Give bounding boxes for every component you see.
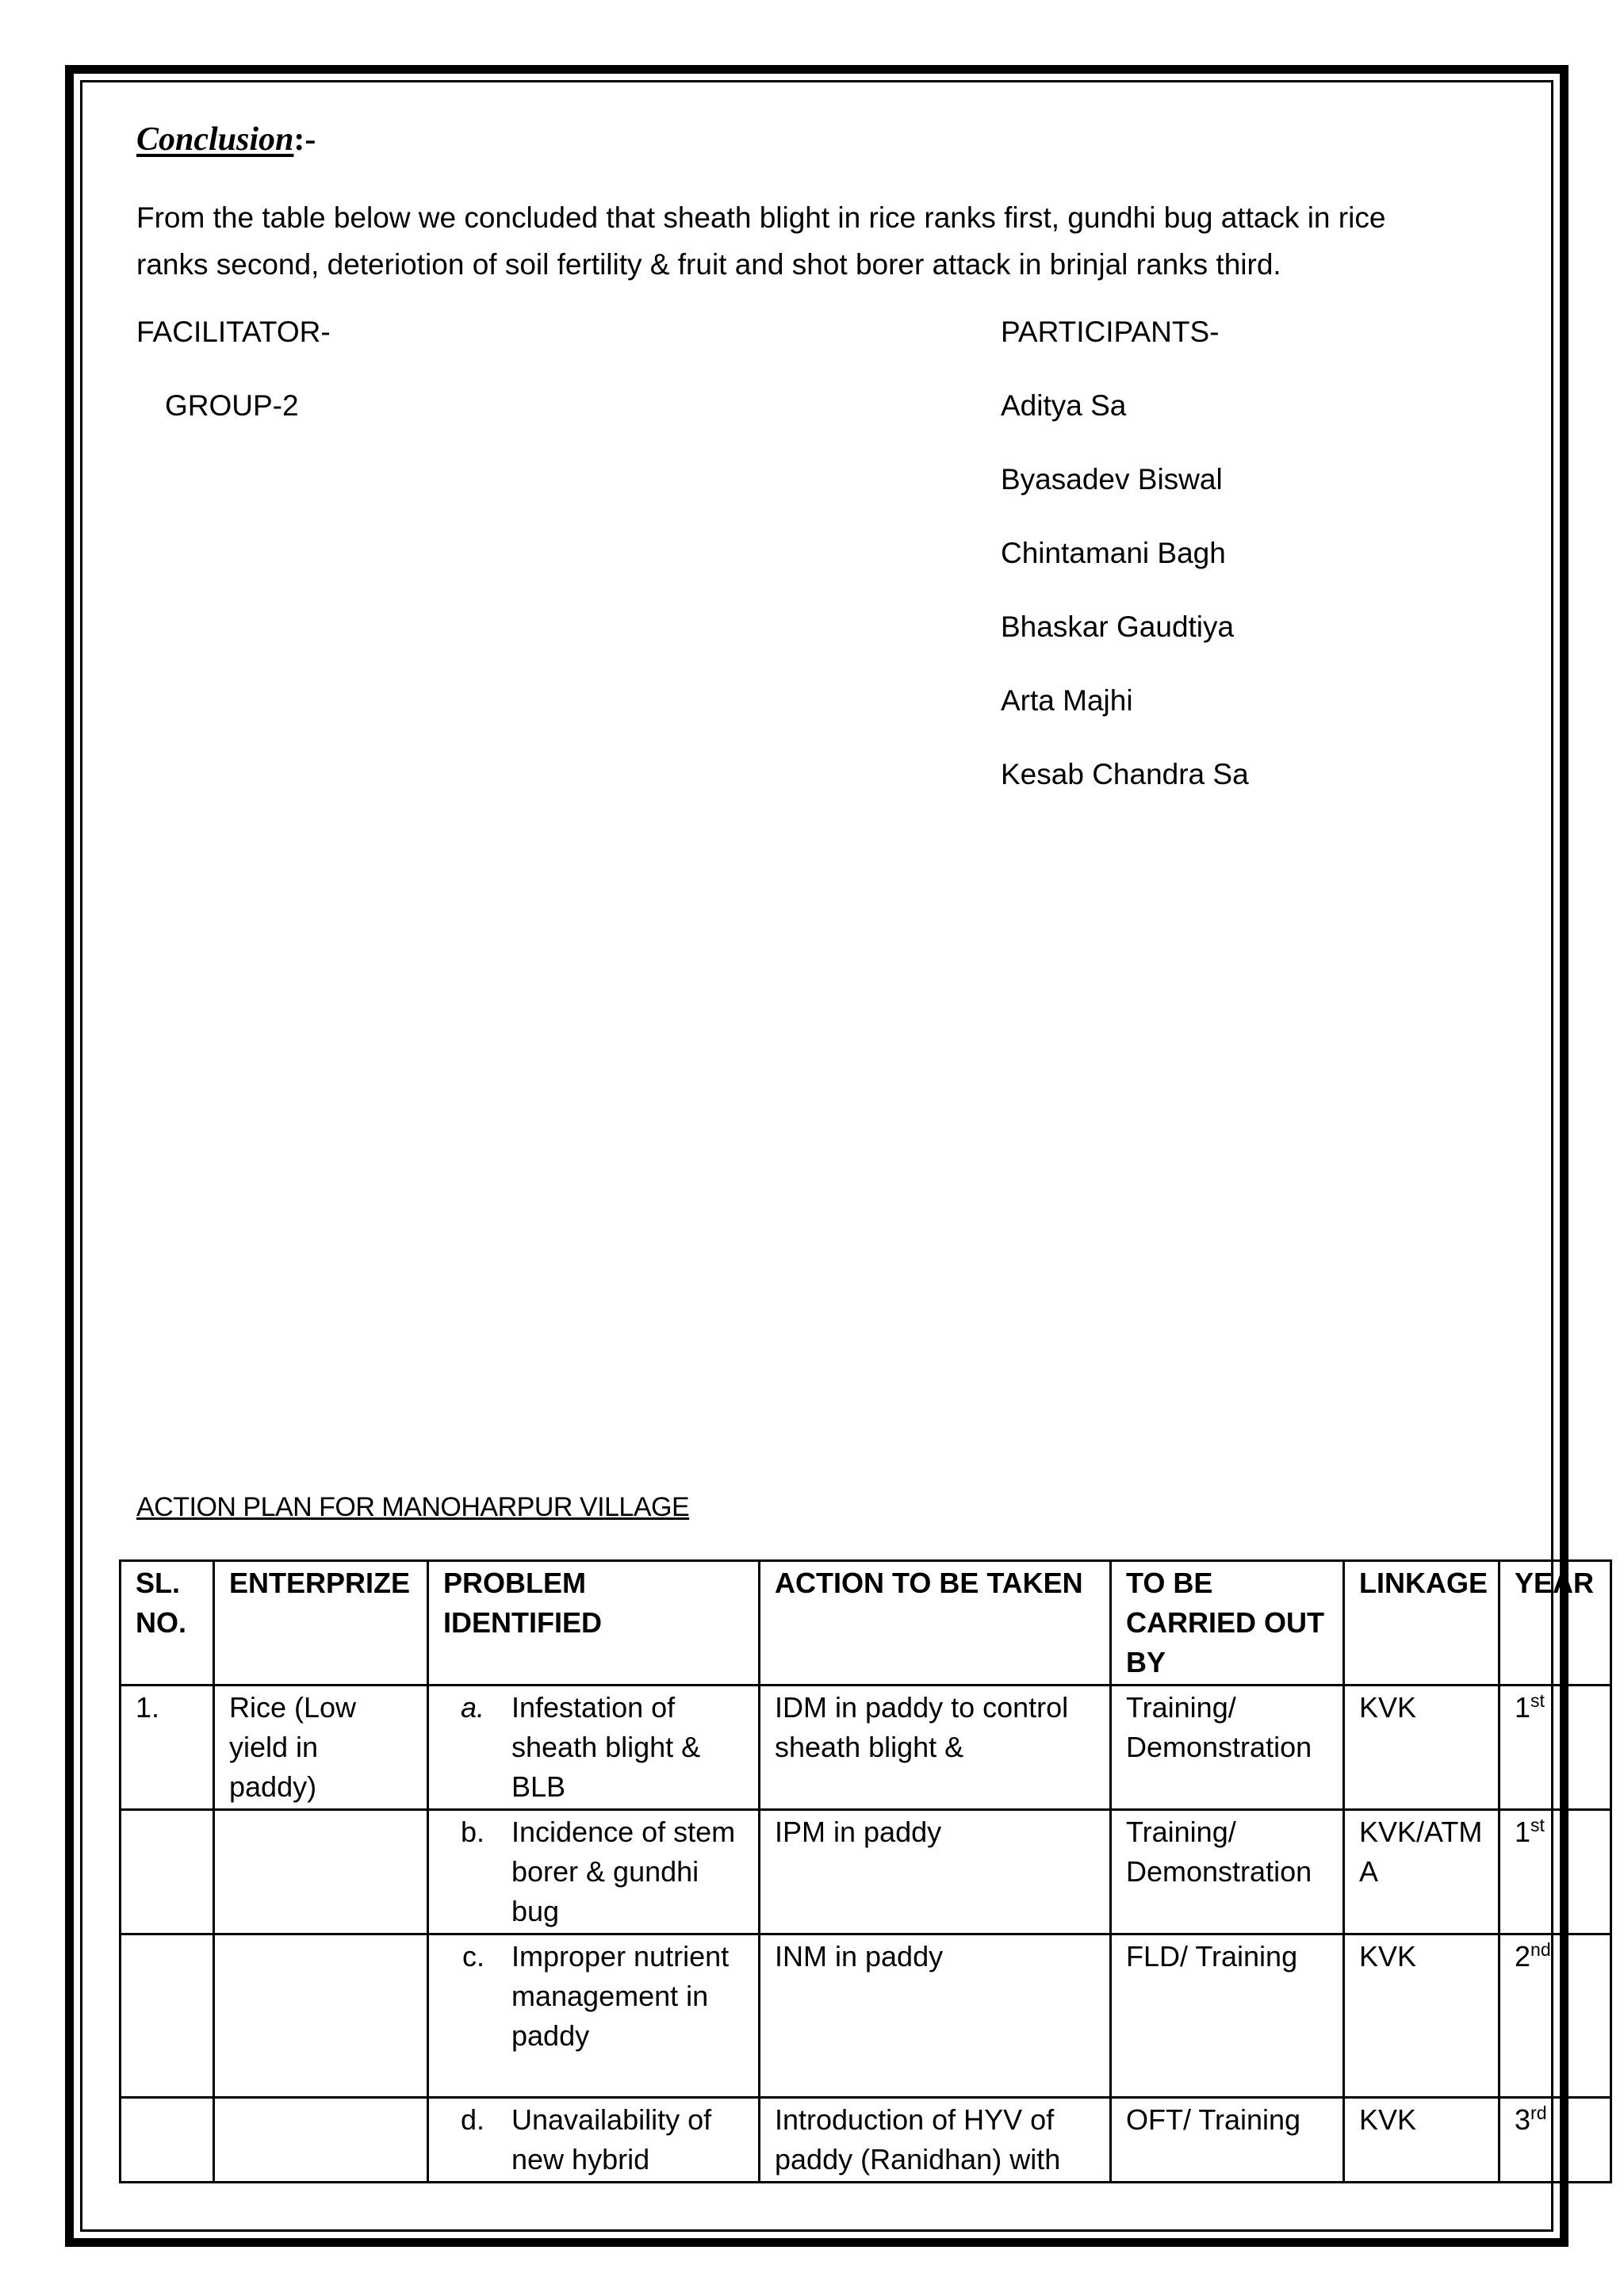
problem-text: Improper nutrient management in paddy [511,1940,730,2052]
cell-sl-no [121,2098,214,2183]
participants-list [1001,388,1249,831]
cell-action: Introduction of HYV of paddy (Ranidhan) with [760,2098,1111,2183]
year-suffix: st [1530,1690,1545,1711]
conclusion-heading-suffix: :- [293,121,316,158]
year-suffix: nd [1530,1939,1551,1960]
header-action: ACTION TO BE TAKEN [760,1561,1111,1686]
year-suffix: st [1530,1815,1545,1835]
problem-index: a. [460,1691,485,1724]
participant-name: Chintamani Bagh [1001,537,1226,569]
cell-enterprise [214,2098,428,2183]
problem-index: c. [462,1940,485,1973]
cell-action: IDM in paddy to control sheath blight & [760,1686,1111,1810]
cell-carried-out-by: Training/ Demonstration [1111,1686,1344,1810]
header-problem-identified: PROBLEM IDENTIFIED [428,1561,760,1686]
cell-sl-no [121,1934,214,2098]
cell-linkage: KVK [1344,1934,1500,2098]
cell-carried-out-by: OFT/ Training [1111,2098,1344,2183]
cell-enterprise [214,1934,428,2098]
participant-name: Aditya Sa [1001,389,1127,422]
cell-problem [428,1686,760,1810]
cell-enterprise [214,1810,428,1934]
action-plan-title: ACTION PLAN FOR MANOHARPUR VILLAGE [136,1492,690,1522]
table-row [121,1810,1611,1934]
cell-action: IPM in paddy [760,1810,1111,1934]
year-number: 3 [1515,2103,1531,2136]
participant-name: Byasadev Biswal [1001,463,1223,496]
table-header-row [121,1561,1611,1686]
participant-name: Bhaskar Gaudtiya [1001,610,1235,643]
cell-carried-out-by: Training/ Demonstration [1111,1810,1344,1934]
conclusion-heading-word: Conclusion [136,121,294,158]
header-linkage: LINKAGE [1344,1561,1500,1686]
cell-carried-out-by: FLD/ Training [1111,1934,1344,2098]
year-suffix: rd [1530,2103,1547,2123]
cell-year [1500,1934,1611,2098]
header-enterprize: ENTERPRIZE [214,1561,428,1686]
cell-problem [428,1810,760,1934]
conclusion-heading [136,121,316,159]
problem-text: Infestation of sheath blight & BLB [511,1691,701,1803]
header-sl-no: SL. NO. [121,1561,214,1686]
participant-name: Kesab Chandra Sa [1001,758,1249,790]
conclusion-text: From the table below we concluded that sheath blight in rice ranks first, gundhi bug attack in rice ranks second, deteriotion of soil fertility & fruit and shot borer attack in brinjal ranks third. [136,201,1386,281]
problem-index: b. [460,1816,485,1848]
year-number: 1 [1515,1691,1531,1724]
problem-index: d. [460,2103,485,2136]
cell-year [1500,1810,1611,1934]
header-year: YEAR [1500,1561,1611,1686]
cell-sl-no [121,1810,214,1934]
table-row [121,1686,1611,1810]
cell-action: INM in paddy [760,1934,1111,2098]
cell-year [1500,1686,1611,1810]
header-carried-out-by: TO BE CARRIED OUT BY [1111,1561,1344,1686]
table-row [121,1934,1611,2098]
facilitator-label: FACILITATOR- [136,316,331,348]
cell-problem [428,1934,760,2098]
problem-text: Unavailability of new hybrid [511,2103,712,2175]
cell-sl-no: 1. [121,1686,214,1810]
year-number: 2 [1515,1940,1531,1973]
problem-text: Incidence of stem borer & gundhi bug [511,1816,736,1927]
action-plan-table [119,1559,1612,2183]
participants-label: PARTICIPANTS- [1001,316,1220,348]
cell-problem [428,2098,760,2183]
facilitator-name: GROUP-2 [165,389,299,422]
participant-name: Arta Majhi [1001,684,1133,717]
cell-linkage: KVK [1344,2098,1500,2183]
cell-enterprise: Rice (Low yield in paddy) [214,1686,428,1810]
year-number: 1 [1515,1816,1531,1848]
cell-linkage: KVK/ATMA [1344,1810,1500,1934]
table-row [121,2098,1611,2183]
cell-linkage: KVK [1344,1686,1500,1810]
cell-year [1500,2098,1611,2183]
